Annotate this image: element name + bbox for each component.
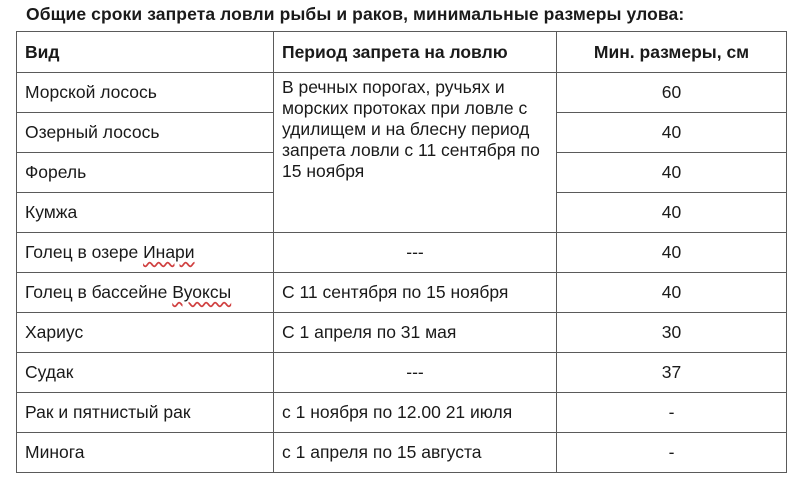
species-cell: Рак и пятнистый рак [17,393,274,433]
size-cell: 30 [557,313,787,353]
species-cell: Голец в бассейне Вуоксы [17,273,274,313]
table-row [17,393,787,433]
period-cell-merged: В речных порогах, ручьях и морских протоках при ловле с удилищем и на блесну период запрета ловли с 11 сентября по 15 ноября [274,73,557,233]
header-species: Вид [17,32,274,73]
size-cell: - [557,433,787,473]
table-row [17,233,787,273]
table-row [17,73,787,113]
table-header-row [17,32,787,73]
period-cell: --- [274,353,557,393]
spellcheck-marked-word: Вуоксы [172,282,232,302]
species-cell: Форель [17,153,274,193]
size-cell: 40 [557,273,787,313]
species-cell: Кумжа [17,193,274,233]
size-cell: 40 [557,233,787,273]
fishing-restrictions-table [16,31,787,473]
species-cell: Судак [17,353,274,393]
header-period: Период запрета на ловлю [274,32,557,73]
table-row [17,353,787,393]
period-cell: с 1 апреля по 15 августа [274,433,557,473]
species-cell: Голец в озере Инари [17,233,274,273]
size-cell: 40 [557,153,787,193]
table-caption: Общие сроки запрета ловли рыбы и раков, минимальные размеры улова: [26,4,685,24]
period-cell: с 1 ноября по 12.00 21 июля [274,393,557,433]
size-cell: 37 [557,353,787,393]
species-cell: Хариус [17,313,274,353]
size-cell: 40 [557,113,787,153]
table-row [17,433,787,473]
species-cell: Минога [17,433,274,473]
header-min-size: Мин. размеры, см [557,32,787,73]
size-cell: 40 [557,193,787,233]
species-cell: Морской лосось [17,73,274,113]
species-cell: Озерный лосось [17,113,274,153]
table-row [17,273,787,313]
period-cell: С 1 апреля по 31 мая [274,313,557,353]
period-cell: --- [274,233,557,273]
size-cell: - [557,393,787,433]
size-cell: 60 [557,73,787,113]
period-cell: С 11 сентября по 15 ноября [274,273,557,313]
table-row [17,313,787,353]
spellcheck-marked-word: Инари [143,242,195,262]
